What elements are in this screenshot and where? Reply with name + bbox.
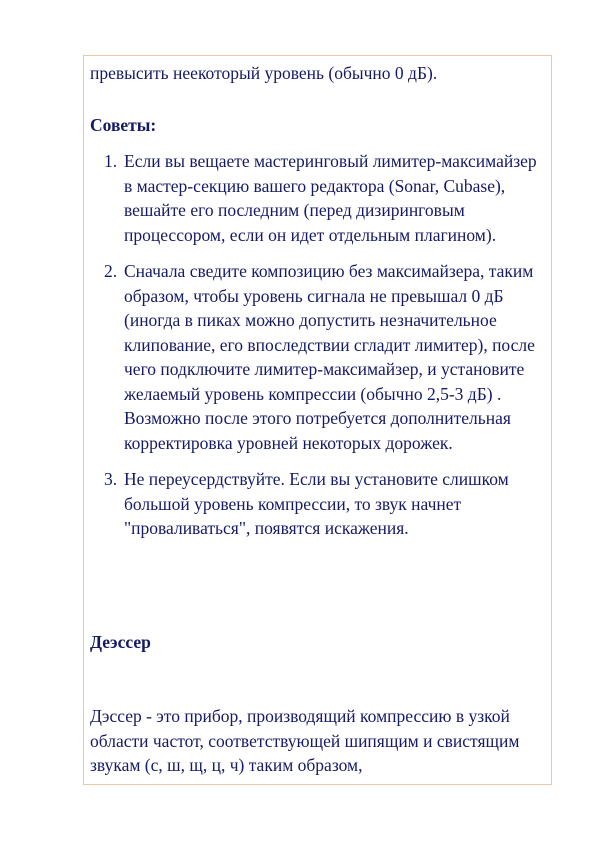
tip-item-2 bbox=[90, 259, 545, 455]
tip-text: Сначала сведите композицию без максимайзера, таким образом, чтобы уровень сигнала не превышал 0 дБ (иногда в пиках можно допустить незначительное клипование, его впоследствии сгладит лимитер), после чего подключите лимитер-максимайзер, и установите желаемый уровень компрессии (обычно 2,5-3 дБ) . Возможно после этого потребуется дополнительная корректировка уровней некоторых дорожек. bbox=[124, 261, 535, 453]
deesser-heading: Деэссер bbox=[90, 632, 151, 652]
tips-list bbox=[90, 149, 545, 553]
tips-heading: Советы: bbox=[90, 115, 157, 135]
deesser-paragraph: Дэссер - это прибор, производящий компрессию в узкой области частот, соответствующей шипящим и свистящим звукам (с, ш, щ, ц, ч) таким образом, bbox=[90, 706, 520, 775]
tip-item-1 bbox=[90, 149, 545, 247]
tip-text: Если вы вещаете мастеринговый лимитер-максимайзер в мастер-секцию вашего редактора (Sonar, Cubase), вешайте его последним (перед дизиринговым процессором, если он идет отдельным плагином). bbox=[124, 151, 537, 245]
tip-number: 3. bbox=[104, 469, 118, 489]
tip-number: 2. bbox=[104, 261, 118, 281]
tip-text: Не переусердствуйте. Если вы установите слишком большой уровень компрессии, то звук начнет "проваливаться", появятся искажения. bbox=[124, 469, 509, 538]
tip-number: 1. bbox=[104, 151, 118, 171]
intro-paragraph: превысить неекоторый уровень (обычно 0 дБ). bbox=[90, 63, 438, 83]
tip-item-3 bbox=[90, 467, 545, 541]
